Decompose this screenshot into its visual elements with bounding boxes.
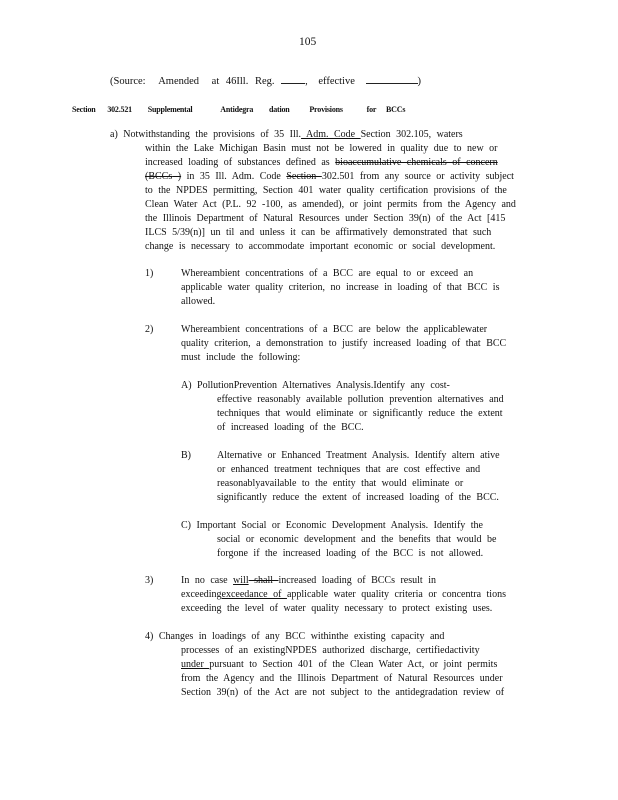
register-volume-blank [281,73,305,84]
para-a-line-6: Clean Water Act (P.L. 92 -100, as amended), or joint permits from the Agency and [145,199,516,210]
item-2-line-2: quality criterion, a demonstration to justify increased loading of that BCC [181,338,507,349]
para-a-line-7: the Illinois Department of Natural Resources under Section 39(n) of the Act [415 [145,213,506,224]
para-a-line-3: increased loading of substances defined as bioaccumulative chemicals of concern [145,157,498,168]
item-2-number: 2) [145,324,154,335]
sub-c-line-3: forgone if the increased loading of the BCC is not allowed. [217,548,484,559]
item-3-line-1: In no case will shall increased loading of BCCs result in [181,575,436,586]
sub-b-line-3: reasonablyavailable to the entity that would eliminate or [217,478,464,489]
item-4-line-3: under pursuant to Section 401 of the Clean Water Act, or joint permits [181,659,498,670]
item-1-line-3: allowed. [181,296,216,307]
sub-b-line-2: or enhanced treatment techniques that are cost effective and [217,464,481,475]
para-a-line-9: change is necessary to accommodate important economic or social development. [145,241,496,252]
item-3-number: 3) [145,575,154,586]
sub-a-line-4: of increased loading of the BCC. [217,422,364,433]
sub-a-line-1: A) PollutionPrevention Alternatives Analysis.Identify any cost- [181,380,450,391]
para-a-line-1: a) Notwithstanding the provisions of 35 Ill. Adm. Code Section 302.105, waters [110,129,463,140]
item-2-line-1: Whereambient concentrations of a BCC are below the applicablewater [181,324,488,335]
sub-c-line-2: social or economic development and the benefits that would be [217,534,497,545]
item-1-number: 1) [145,268,154,279]
para-a-line-8: ILCS 5/39(n)] un til and unless it can be affirmatively demonstrated that such [145,227,492,238]
para-a-line-5: to the NPDES permitting, Section 401 water quality certification provisions of the [145,185,507,196]
page-number: 105 [299,36,317,48]
sub-a-line-2: effective reasonably available pollution prevention alternatives and [217,394,504,405]
section-heading: Section 302.521 Supplemental Antidegra dation Provisions for BCCs [72,105,406,114]
item-4-line-4: from the Agency and the Illinois Department of Natural Resources under [181,673,503,684]
sub-c-line-1: C) Important Social or Economic Development Analysis. Identify the [181,520,483,531]
para-a-line-2: within the Lake Michigan Basin must not be lowered in quality due to new or [145,143,498,154]
source-note: (Source: Amended at 46Ill. Reg. , effective ) [110,73,421,89]
item-4-line-1: 4) Changes in loadings of any BCC withinthe existing capacity and [145,631,445,642]
item-3-line-2: exceedingexceedance of applicable water quality criteria or concentra tions [181,589,506,600]
item-4-line-2: processes of an existingNPDES authorized discharge, certifiedactivity [181,645,480,656]
sub-b-line-4: significantly reduce the extent of increased loading of the BCC. [217,492,499,503]
item-4-line-5: Section 39(n) of the Act are not subject to the antidegradation review of [181,687,505,698]
item-1-line-1: Whereambient concentrations of a BCC are equal to or exceed an [181,268,474,279]
effective-date-blank [366,73,418,84]
sub-b-line-1: Alternative or Enhanced Treatment Analysis. Identify altern ative [217,450,500,461]
item-3-line-3: exceeding the level of water quality necessary to protect existing uses. [181,603,493,614]
item-1-line-2: applicable water quality criterion, no increase in loading of that BCC is [181,282,500,293]
item-2-line-3: must include the following: [181,352,301,363]
para-a-line-4: (BCCs ) in 35 Ill. Adm. Code Section 302.501 from any source or activity subject [145,171,514,182]
sub-b-label: B) [181,450,191,461]
sub-a-line-3: techniques that would eliminate or significantly reduce the extent [217,408,503,419]
